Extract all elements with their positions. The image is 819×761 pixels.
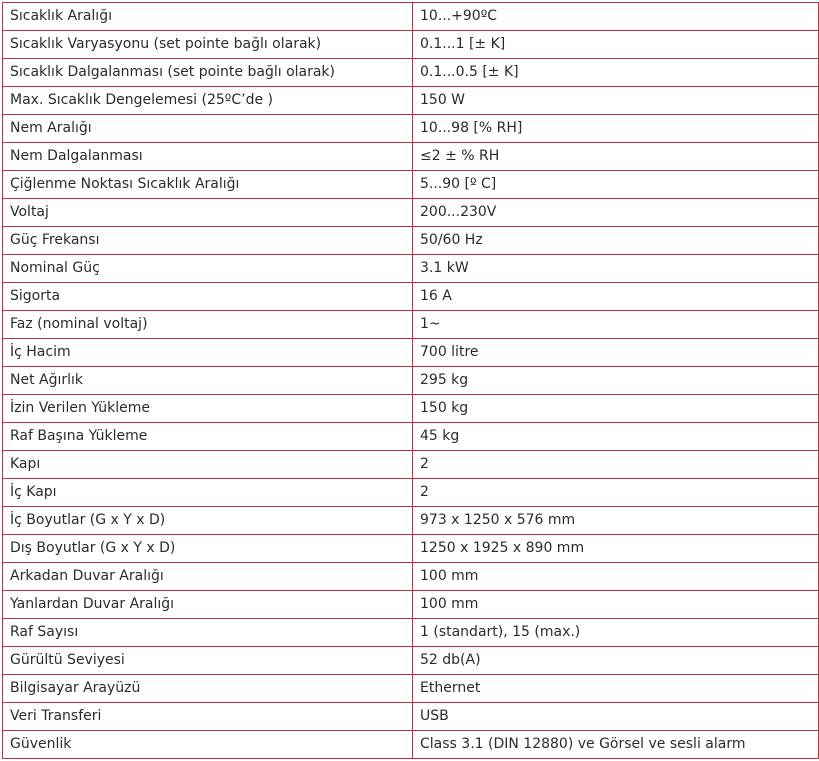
spec-value: USB (413, 703, 819, 731)
table-row (3, 283, 819, 311)
spec-value: 2 (413, 451, 819, 479)
spec-value: 700 litre (413, 339, 819, 367)
spec-value: Ethernet (413, 675, 819, 703)
table-row (3, 255, 819, 283)
spec-table (2, 2, 819, 759)
spec-label: İzin Verilen Yükleme (3, 395, 413, 423)
table-row (3, 647, 819, 675)
spec-label: Nominal Güç (3, 255, 413, 283)
table-row (3, 451, 819, 479)
spec-value: 200...230V (413, 199, 819, 227)
spec-value: 52 db(A) (413, 647, 819, 675)
spec-label: Yanlardan Duvar Aralığı (3, 591, 413, 619)
table-row (3, 619, 819, 647)
spec-label: Kapı (3, 451, 413, 479)
table-row (3, 227, 819, 255)
spec-value: 50/60 Hz (413, 227, 819, 255)
table-row (3, 675, 819, 703)
table-row (3, 339, 819, 367)
table-row (3, 367, 819, 395)
spec-value: 0.1...1 [± K] (413, 31, 819, 59)
table-row (3, 591, 819, 619)
table-row (3, 171, 819, 199)
spec-value: 150 W (413, 87, 819, 115)
spec-label: Sıcaklık Dalgalanması (set pointe bağlı olarak) (3, 59, 413, 87)
spec-label: Bilgisayar Arayüzü (3, 675, 413, 703)
spec-label: Dış Boyutlar (G x Y x D) (3, 535, 413, 563)
table-row (3, 3, 819, 31)
spec-label: İç Hacim (3, 339, 413, 367)
spec-label: Voltaj (3, 199, 413, 227)
spec-value: 3.1 kW (413, 255, 819, 283)
spec-label: İç Boyutlar (G x Y x D) (3, 507, 413, 535)
spec-value: 2 (413, 479, 819, 507)
spec-label: Arkadan Duvar Aralığı (3, 563, 413, 591)
spec-value: 16 A (413, 283, 819, 311)
spec-label: Faz (nominal voltaj) (3, 311, 413, 339)
table-row (3, 423, 819, 451)
spec-value: 295 kg (413, 367, 819, 395)
spec-label: Nem Dalgalanması (3, 143, 413, 171)
spec-label: Çiğlenme Noktası Sıcaklık Aralığı (3, 171, 413, 199)
spec-value: 100 mm (413, 591, 819, 619)
spec-value: 1250 x 1925 x 890 mm (413, 535, 819, 563)
spec-label: Güç Frekansı (3, 227, 413, 255)
spec-label: Raf Sayısı (3, 619, 413, 647)
spec-value: ≤2 ± % RH (413, 143, 819, 171)
table-row (3, 395, 819, 423)
spec-label: Gürültü Seviyesi (3, 647, 413, 675)
table-row (3, 479, 819, 507)
spec-value: 1 (standart), 15 (max.) (413, 619, 819, 647)
table-row (3, 535, 819, 563)
spec-value: 1~ (413, 311, 819, 339)
table-row (3, 59, 819, 87)
spec-label: Sıcaklık Aralığı (3, 3, 413, 31)
spec-table-body (3, 3, 819, 759)
spec-label: Sıcaklık Varyasyonu (set pointe bağlı olarak) (3, 31, 413, 59)
spec-label: Nem Aralığı (3, 115, 413, 143)
table-row (3, 563, 819, 591)
spec-label: Max. Sıcaklık Dengelemesi (25ºC’de ) (3, 87, 413, 115)
spec-value: 10...+90ºC (413, 3, 819, 31)
spec-value: 973 x 1250 x 576 mm (413, 507, 819, 535)
table-row (3, 703, 819, 731)
spec-value: 5...90 [º C] (413, 171, 819, 199)
spec-label: Sigorta (3, 283, 413, 311)
table-row (3, 311, 819, 339)
table-row (3, 87, 819, 115)
table-row (3, 115, 819, 143)
spec-value: 150 kg (413, 395, 819, 423)
spec-label: Raf Başına Yükleme (3, 423, 413, 451)
table-row (3, 199, 819, 227)
table-row (3, 143, 819, 171)
spec-value: 10...98 [% RH] (413, 115, 819, 143)
spec-label: Net Ağırlık (3, 367, 413, 395)
table-row (3, 507, 819, 535)
spec-value: 100 mm (413, 563, 819, 591)
spec-label: İç Kapı (3, 479, 413, 507)
table-row (3, 731, 819, 759)
spec-label: Güvenlik (3, 731, 413, 759)
table-row (3, 31, 819, 59)
spec-value: Class 3.1 (DIN 12880) ve Görsel ve sesli alarm (413, 731, 819, 759)
spec-value: 0.1...0.5 [± K] (413, 59, 819, 87)
spec-label: Veri Transferi (3, 703, 413, 731)
spec-value: 45 kg (413, 423, 819, 451)
